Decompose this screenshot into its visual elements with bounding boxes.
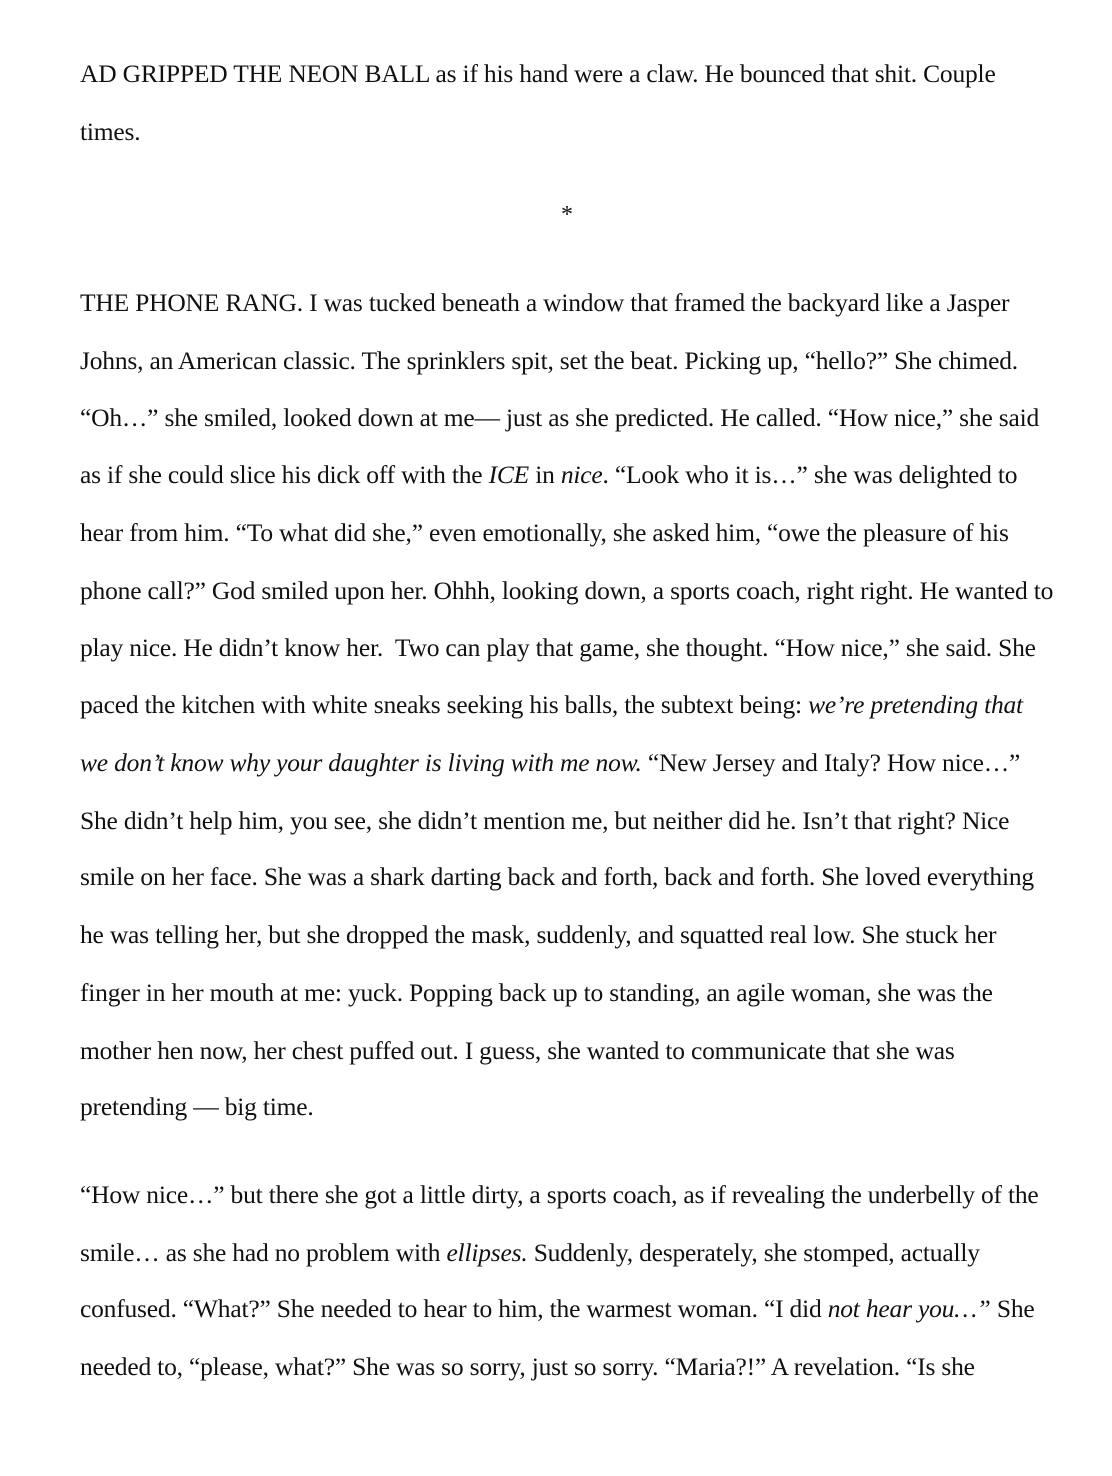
paragraph-1-line-1: AD GRIPPED THE NEON BALL as if his hand were a claw. He bounced that shit. Couple xyxy=(80,59,996,88)
emphasis-ellipses: ellipses. xyxy=(446,1238,528,1267)
paragraph-3-line-3 xyxy=(80,1294,1034,1324)
paragraph-2-line-13: finger in her mouth at me: yuck. Popping back up to standing, an agile woman, she was the xyxy=(80,978,993,1007)
document-page xyxy=(80,0,1080,1476)
paragraph-2-line-15: pretending — big time. xyxy=(80,1092,314,1121)
emphasis-subtext: we don’t know why your daughter is living with me now. xyxy=(80,748,642,777)
paragraph-2-line-9 xyxy=(80,748,1020,778)
paragraph-2-line-10: She didn’t help him, you see, she didn’t mention me, but neither did he. Isn’t that right? Nice xyxy=(80,806,1010,835)
text-run: She xyxy=(990,1294,1035,1323)
paragraph-2-line-6: phone call?” God smiled upon her. Ohhh, looking down, a sports coach, right right. He wanted to xyxy=(80,576,1054,605)
paragraph-2-line-7: play nice. He didn’t know her. Two can play that game, she thought. “How nice,” she said. She xyxy=(80,633,1036,662)
text-run: . “Look who it is…” she was delighted to xyxy=(602,460,1018,489)
paragraph-2-line-4 xyxy=(80,460,1017,490)
paragraph-2-line-11: smile on her face. She was a shark darting back and forth, back and forth. She loved everything xyxy=(80,862,1034,891)
paragraph-2-line-12: he was telling her, but she dropped the mask, suddenly, and squatted real low. She stuck her xyxy=(80,920,997,949)
text-run: “New Jersey and Italy? How nice…” xyxy=(641,748,1021,777)
section-separator: * xyxy=(561,202,573,228)
text-run: paced the kitchen with white sneaks seeking his balls, the subtext being: xyxy=(80,690,809,719)
paragraph-2-line-14: mother hen now, her chest puffed out. I guess, she wanted to communicate that she was xyxy=(80,1036,955,1065)
text-run: Suddenly, desperately, she stomped, actually xyxy=(527,1238,980,1267)
text-run: confused. “What?” She needed to hear to him, the warmest woman. “I did xyxy=(80,1294,828,1323)
paragraph-2-line-3: “Oh…” she smiled, looked down at me— just as she predicted. He called. “How nice,” she said xyxy=(80,403,1040,432)
paragraph-3-line-1: “How nice…” but there she got a little dirty, a sports coach, as if revealing the underbelly of the xyxy=(80,1180,1039,1209)
emphasis-nice: nice xyxy=(560,460,603,489)
text-run: smile… as she had no problem with xyxy=(80,1238,447,1267)
emphasis-ice: ICE xyxy=(488,460,530,489)
text-run: as if she could slice his dick off with the xyxy=(80,460,489,489)
paragraph-1-line-2: times. xyxy=(80,117,141,146)
paragraph-2-line-2: Johns, an American classic. The sprinklers spit, set the beat. Picking up, “hello?” She chimed. xyxy=(80,346,1018,375)
paragraph-2-line-1: THE PHONE RANG. I was tucked beneath a window that framed the backyard like a Jasper xyxy=(80,288,1010,317)
paragraph-3-line-4: needed to, “please, what?” She was so sorry, just so sorry. “Maria?!” A revelation. “Is she xyxy=(80,1352,975,1381)
text-run: in xyxy=(529,460,561,489)
emphasis-subtext: we’re pretending that xyxy=(808,690,1023,719)
paragraph-2-line-5: hear from him. “To what did she,” even emotionally, she asked him, “owe the pleasure of his xyxy=(80,518,1009,547)
emphasis-not-hear-you: not hear you…” xyxy=(827,1294,991,1323)
paragraph-2-line-8 xyxy=(80,690,1023,720)
paragraph-3-line-2 xyxy=(80,1238,980,1268)
